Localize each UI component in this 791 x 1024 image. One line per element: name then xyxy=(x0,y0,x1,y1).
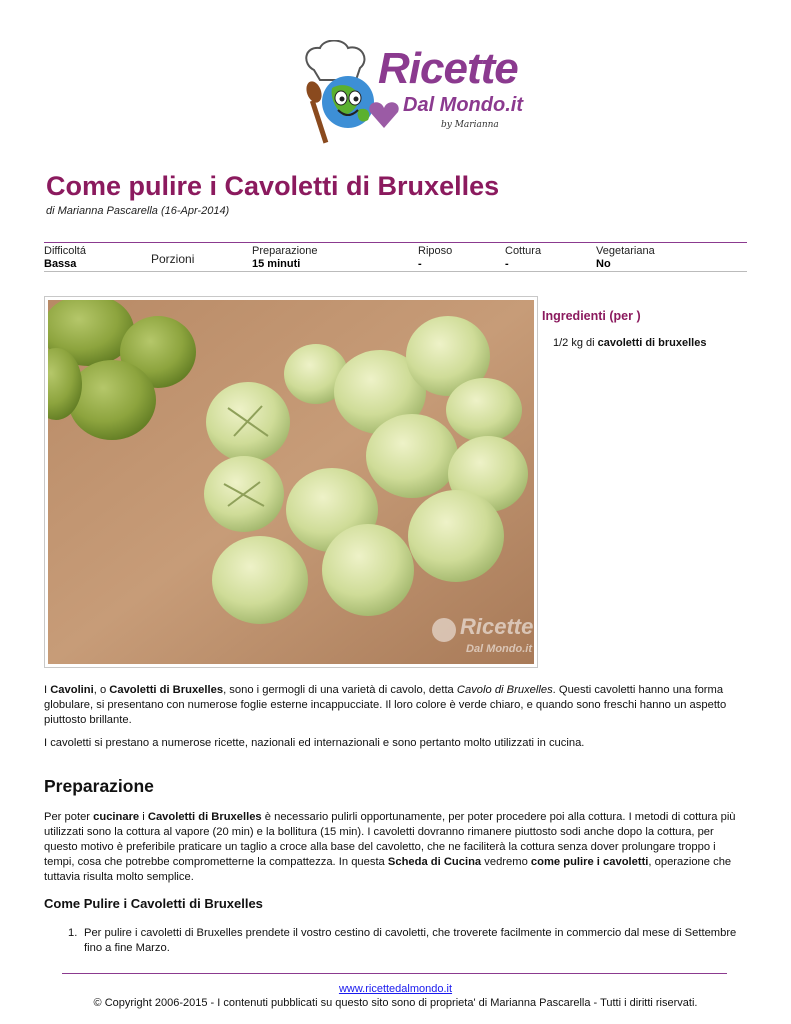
text: , o xyxy=(93,684,110,696)
text: . Questi cavoletti hanno una forma globulare, si presentano con numerose foglie esterne incappucciate. Il loro colore è verde chiaro, e quando sono freschi hanno un aspetto piuttosto brillante. xyxy=(44,684,727,726)
info-value: 15 minuti xyxy=(252,258,301,270)
ingredient-link[interactable]: cavoletti di bruxelles xyxy=(597,337,707,349)
info-riposo xyxy=(418,245,452,271)
footer-divider xyxy=(62,973,727,974)
link-cucinare[interactable]: cucinare xyxy=(93,811,140,823)
footer-copyright: © Copyright 2006-2015 - I contenuti pubblicati su questo sito sono di proprieta' di Marianna Pascarella - Tutti i diritti riservati. xyxy=(93,997,698,1009)
info-cottura xyxy=(505,245,541,271)
info-value: - xyxy=(505,258,509,270)
info-value: No xyxy=(596,258,611,270)
steps-list xyxy=(68,926,738,956)
info-label: Difficoltá xyxy=(44,245,86,257)
intro-paragraph-1 xyxy=(44,683,744,728)
ingredient-qty: 1/2 kg di xyxy=(553,337,595,349)
term-scheda: Scheda di Cucina xyxy=(387,856,482,868)
term-cavolini: Cavolini xyxy=(50,684,94,696)
step-number: 1. xyxy=(68,927,78,939)
info-value: - xyxy=(418,258,422,270)
info-porzioni: Porzioni xyxy=(151,252,195,266)
logo-title: Ricette xyxy=(378,44,518,93)
footer-site-link[interactable] xyxy=(0,983,791,995)
info-difficolta xyxy=(44,245,86,271)
list-item xyxy=(68,926,738,956)
section-heading-preparazione: Preparazione xyxy=(44,776,154,796)
term-cavolo: Cavolo di Bruxelles xyxy=(456,684,553,696)
byline: di Marianna Pascarella (16-Apr-2014) xyxy=(46,205,230,217)
watermark-line2: Dal Mondo.it xyxy=(466,643,532,655)
info-preparazione xyxy=(252,245,317,271)
info-label: Riposo xyxy=(418,245,453,257)
preparazione-paragraph xyxy=(44,810,744,885)
info-label: Cottura xyxy=(505,245,542,257)
text: Per poter xyxy=(44,811,94,823)
logo-subtitle: Dal Mondo.it xyxy=(403,94,523,116)
text: , operazione che tuttavia risulta molto semplice. xyxy=(44,856,732,883)
text: , sono i germogli di una varietà di cavolo, detta xyxy=(223,684,457,696)
text: vedremo xyxy=(481,856,531,868)
recipe-info-table xyxy=(44,242,747,272)
term-cavoletti: Cavoletti di Bruxelles xyxy=(147,811,262,823)
text: i xyxy=(139,811,148,823)
text: I xyxy=(44,684,51,696)
watermark-line1: Ricette xyxy=(460,614,534,639)
brussels-sprouts-photo xyxy=(48,300,534,664)
info-label: Vegetariana xyxy=(596,245,655,257)
footer-link-text[interactable]: www.ricettedalmondo.it xyxy=(338,983,453,995)
intro-paragraph-2: I cavoletti si prestano a numerose ricette, nazionali ed internazionali e sono pertanto molto utilizzati in cucina. xyxy=(44,737,585,749)
text: è necessario pulirli opportunamente, per poter procedere poi alla cottura. I metodi di cottura più utilizzati sono la cottura al vapore (20 min) e la bollitura (15 min). I cavoletti dovranno rimanere piuttosto sodi anche dopo la cottura, per questo motivo è preferibile praticare un taglio a croce alla base del cavoletto, che ne faciliterà la cottura senza dover prolungare troppo i tempi, cosa che potrebbe comprometterne la compattezza. In questa xyxy=(44,811,736,868)
subheading: Come Pulire i Cavoletti di Bruxelles xyxy=(44,896,263,911)
term-come-pulire: come pulire i cavoletti xyxy=(530,856,649,868)
ingredient-item xyxy=(553,337,706,349)
term-cavoletti: Cavoletti di Bruxelles xyxy=(109,684,224,696)
ingredients-title: Ingredienti (per ) xyxy=(542,309,641,323)
info-value: Bassa xyxy=(44,258,77,270)
info-label: Preparazione xyxy=(252,245,318,257)
info-vegetariana xyxy=(596,245,655,271)
logo-author: by Marianna xyxy=(441,120,499,130)
step-text: Per pulire i cavoletti di Bruxelles prendete il vostro cestino di cavoletti, che troverete facilmente in commercio dal mese di Settembre fino a fine Marzo. xyxy=(84,927,737,954)
page-title: Come pulire i Cavoletti di Bruxelles xyxy=(46,171,500,201)
